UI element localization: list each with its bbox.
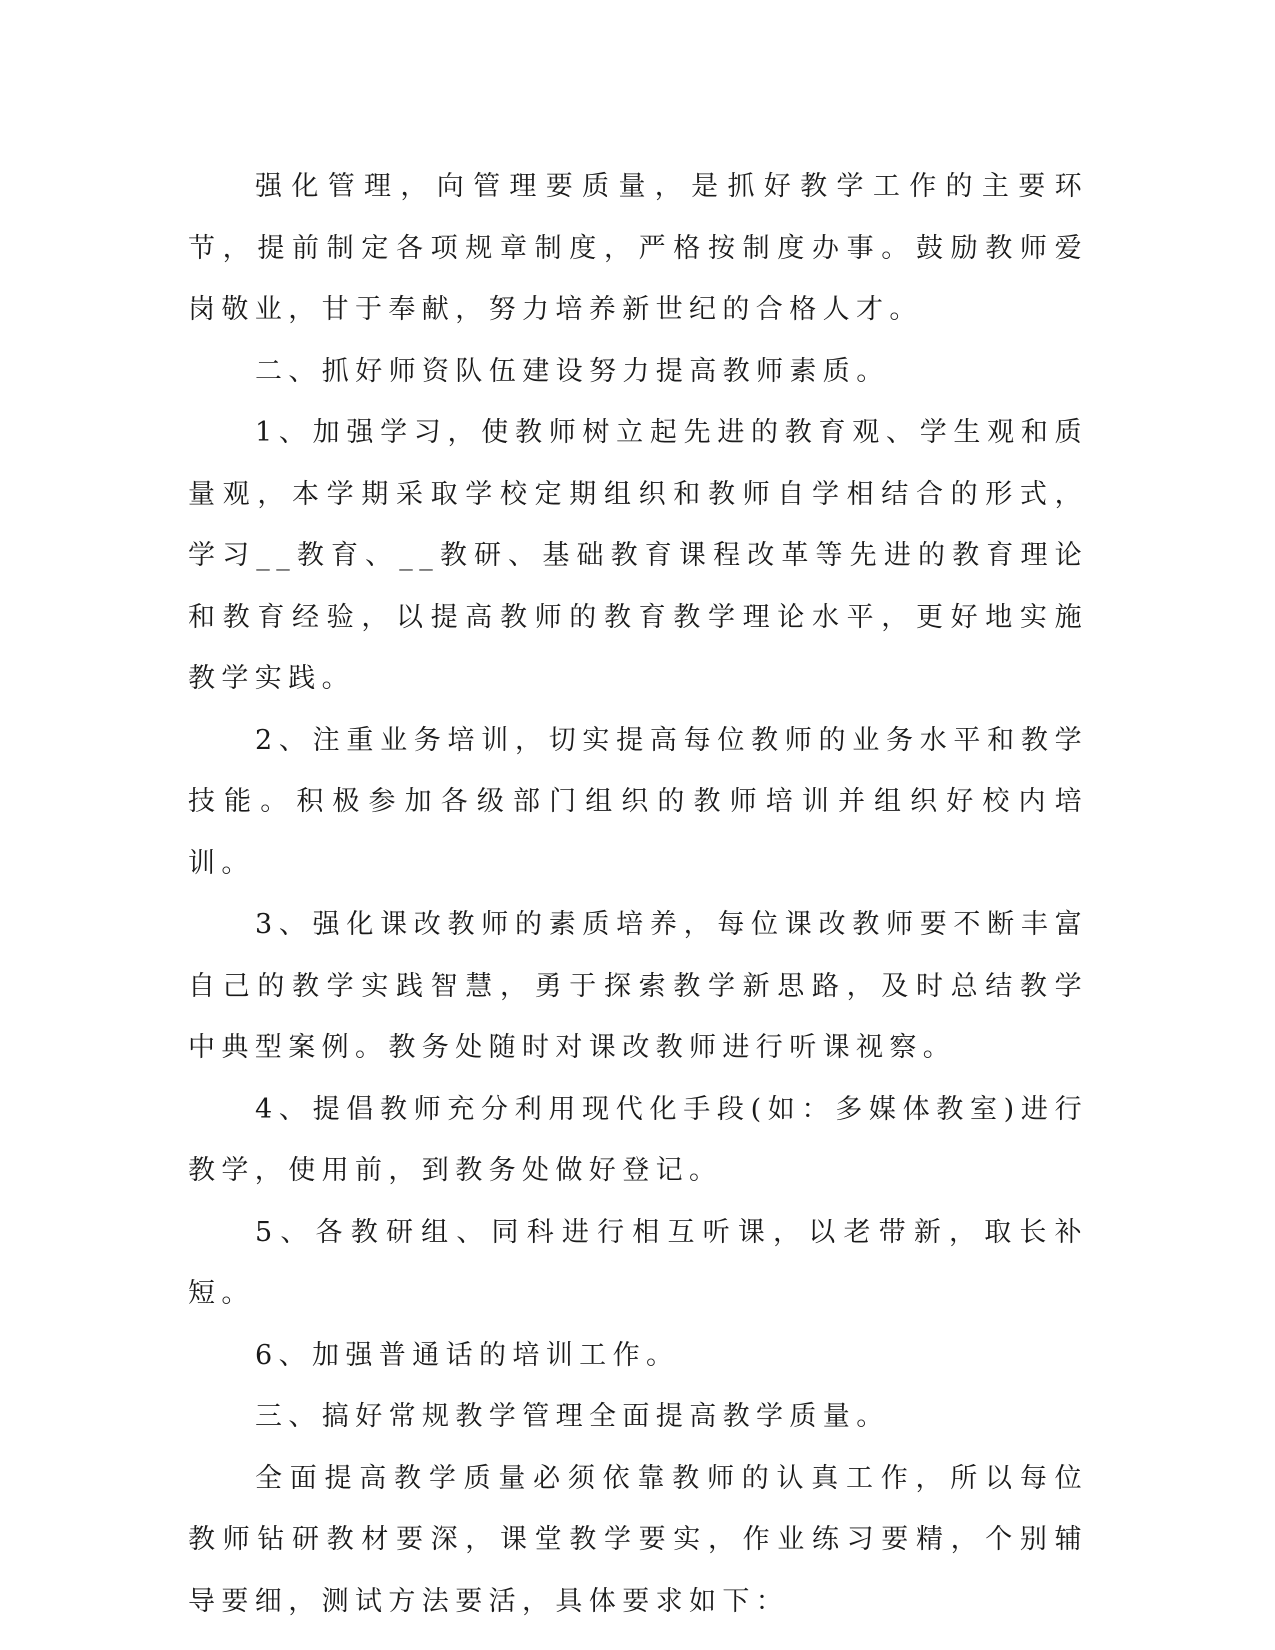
paragraph-item-3: 3、强化课改教师的素质培养，每位课改教师要不断丰富自己的教学实践智慧，勇于探索教学新思路，及时总结教学中典型案例。教务处随时对课改教师进行听课视察。	[188, 909, 1088, 1063]
heading-section-three: 三、搞好常规教学管理全面提高教学质量。	[255, 1401, 890, 1432]
paragraph-management: 强化管理，向管理要质量，是抓好教学工作的主要环节，提前制定各项规章制度，严格按制度办事。鼓励教师爱岗敬业，甘于奉献，努力培养新世纪的合格人才。	[188, 171, 1088, 325]
paragraph-item-6: 6、加强普通话的培训工作。	[255, 1339, 680, 1371]
paragraph-item-2: 2、注重业务培训，切实提高每位教师的业务水平和教学技能。积极参加各级部门组织的教师培训并组织好校内培训。	[188, 724, 1088, 879]
paragraph-quality: 全面提高教学质量必须依靠教师的认真工作，所以每位教师钻研教材要深，课堂教学要实，作业练习要精，个别辅导要细，测试方法要活，具体要求如下：	[188, 1462, 1088, 1617]
heading-section-two: 二、抓好师资队伍建设努力提高教师素质。	[255, 355, 890, 387]
paragraph-item-4: 4、提倡教师充分利用现代化手段(如：多媒体教室)进行教学，使用前，到教务处做好登记。	[188, 1093, 1088, 1186]
paragraph-item-5: 5、各教研组、同科进行相互听课，以老带新，取长补短。	[188, 1216, 1088, 1309]
document-body	[188, 156, 1088, 1632]
paragraph-item-1: 1、加强学习，使教师树立起先进的教育观、学生观和质量观，本学期采取学校定期组织和教师自学相结合的形式，学习__教育、__教研、基础教育课程改革等先进的教育理论和教育经验，以提高教师的教育教学理论水平，更好地实施教学实践。	[188, 417, 1088, 694]
